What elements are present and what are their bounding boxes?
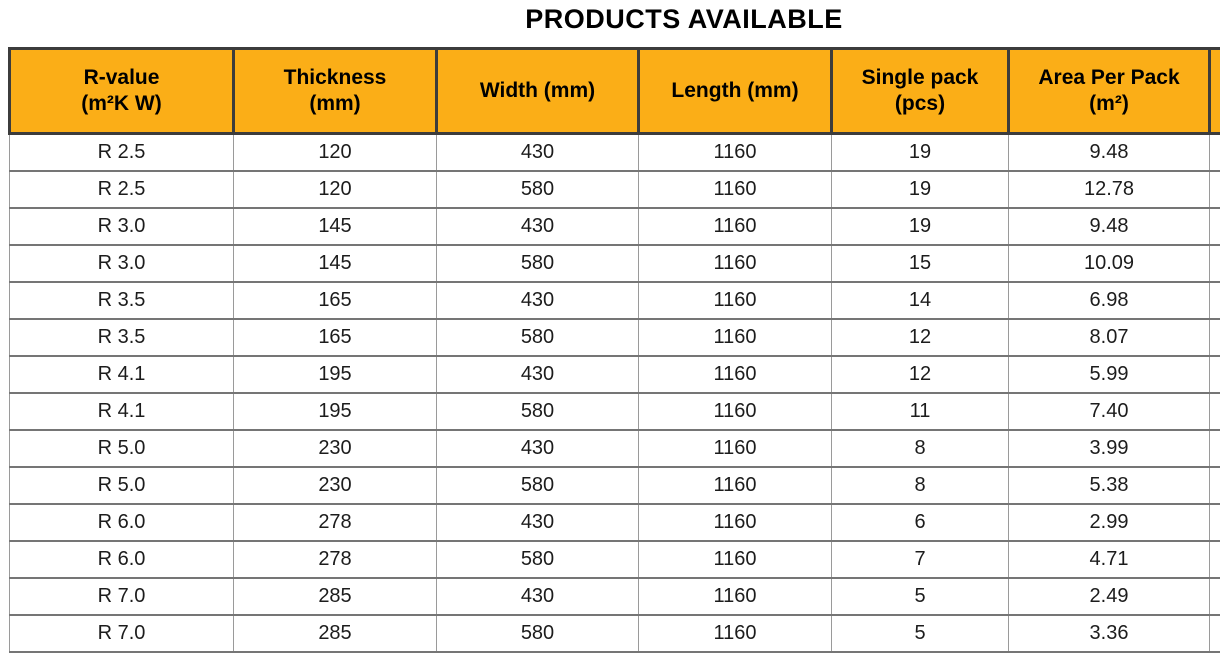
table-cell (1210, 208, 1220, 245)
table-cell: 580 (437, 393, 639, 430)
table-cell: 6 (832, 504, 1009, 541)
table-cell: 12.78 (1009, 171, 1210, 208)
table-cell: 145 (234, 245, 437, 282)
column-header: Single pack (pcs) (832, 49, 1009, 134)
table-cell: 580 (437, 541, 639, 578)
table-cell: 8 (832, 430, 1009, 467)
table-cell: R 5.0 (10, 430, 234, 467)
table-cell: R 3.0 (10, 245, 234, 282)
table-cell: 4.71 (1009, 541, 1210, 578)
table-cell (1210, 134, 1220, 172)
table-cell (1210, 171, 1220, 208)
products-table-container (8, 47, 1220, 653)
table-row (10, 319, 1220, 356)
table-cell: 8 (832, 467, 1009, 504)
table-cell: 2.49 (1009, 578, 1210, 615)
table-cell: 430 (437, 504, 639, 541)
table-cell (1210, 541, 1220, 578)
table-cell: 230 (234, 467, 437, 504)
table-cell: 195 (234, 393, 437, 430)
table-cell: 5.38 (1009, 467, 1210, 504)
table-cell: 1160 (639, 393, 832, 430)
table-cell: 430 (437, 578, 639, 615)
table-cell: 278 (234, 541, 437, 578)
table-cell: 580 (437, 319, 639, 356)
table-row (10, 578, 1220, 615)
table-cell: 430 (437, 208, 639, 245)
table-cell: 430 (437, 134, 639, 172)
table-cell: 1160 (639, 504, 832, 541)
table-cell: 1160 (639, 615, 832, 652)
table-row (10, 504, 1220, 541)
table-cell (1210, 393, 1220, 430)
table-cell: 7.40 (1009, 393, 1210, 430)
page-title: PRODUCTS AVAILABLE (525, 4, 843, 34)
table-cell: 2.99 (1009, 504, 1210, 541)
column-header: Width (mm) (437, 49, 639, 134)
table-cell: 430 (437, 356, 639, 393)
table-cell: 145 (234, 208, 437, 245)
table-cell: 19 (832, 134, 1009, 172)
column-header (1210, 49, 1220, 134)
table-cell: 120 (234, 134, 437, 172)
table-cell: 1160 (639, 356, 832, 393)
table-cell: 5 (832, 615, 1009, 652)
table-row (10, 467, 1220, 504)
table-cell: 278 (234, 504, 437, 541)
table-cell (1210, 615, 1220, 652)
table-row (10, 393, 1220, 430)
table-cell: 8.07 (1009, 319, 1210, 356)
table-cell (1210, 430, 1220, 467)
column-header: Thickness (mm) (234, 49, 437, 134)
table-cell: 6.98 (1009, 282, 1210, 319)
table-cell: R 3.0 (10, 208, 234, 245)
table-cell: 430 (437, 430, 639, 467)
table-cell: R 2.5 (10, 134, 234, 172)
table-cell: 15 (832, 245, 1009, 282)
table-row (10, 430, 1220, 467)
table-cell: 195 (234, 356, 437, 393)
table-cell: R 3.5 (10, 282, 234, 319)
table-cell: 580 (437, 171, 639, 208)
table-cell: 1160 (639, 541, 832, 578)
table-cell: 120 (234, 171, 437, 208)
table-cell: 430 (437, 282, 639, 319)
table-cell: 9.48 (1009, 208, 1210, 245)
table-cell: 1160 (639, 467, 832, 504)
table-cell: 1160 (639, 134, 832, 172)
header-row (10, 49, 1220, 134)
column-header: Length (mm) (639, 49, 832, 134)
table-cell: 14 (832, 282, 1009, 319)
table-cell: R 4.1 (10, 356, 234, 393)
table-cell: 1160 (639, 578, 832, 615)
table-cell: 7 (832, 541, 1009, 578)
column-header: R-value (m²K W) (10, 49, 234, 134)
table-cell: 5 (832, 578, 1009, 615)
table-body (10, 134, 1220, 653)
table-cell: 19 (832, 208, 1009, 245)
table-cell (1210, 245, 1220, 282)
table-row (10, 134, 1220, 172)
table-cell: 580 (437, 245, 639, 282)
table-row (10, 208, 1220, 245)
table-cell: 1160 (639, 430, 832, 467)
table-cell: 5.99 (1009, 356, 1210, 393)
table-cell: 1160 (639, 208, 832, 245)
products-table (8, 47, 1220, 653)
table-cell: R 3.5 (10, 319, 234, 356)
table-cell: 11 (832, 393, 1009, 430)
table-cell: 230 (234, 430, 437, 467)
table-cell: 12 (832, 319, 1009, 356)
table-cell: 285 (234, 615, 437, 652)
table-cell: 580 (437, 615, 639, 652)
table-cell: 1160 (639, 245, 832, 282)
table-cell: 3.36 (1009, 615, 1210, 652)
table-cell: 1160 (639, 282, 832, 319)
table-cell (1210, 356, 1220, 393)
table-cell: 9.48 (1009, 134, 1210, 172)
table-cell: R 5.0 (10, 467, 234, 504)
table-row (10, 282, 1220, 319)
table-cell: R 7.0 (10, 578, 234, 615)
table-cell: 19 (832, 171, 1009, 208)
table-cell: R 7.0 (10, 615, 234, 652)
table-cell (1210, 467, 1220, 504)
table-row (10, 171, 1220, 208)
table-cell (1210, 319, 1220, 356)
table-cell: R 4.1 (10, 393, 234, 430)
table-cell: 165 (234, 282, 437, 319)
table-cell: R 6.0 (10, 541, 234, 578)
table-cell (1210, 282, 1220, 319)
table-cell: 580 (437, 467, 639, 504)
table-row (10, 615, 1220, 652)
table-row (10, 245, 1220, 282)
table-cell: 10.09 (1009, 245, 1210, 282)
table-cell: R 6.0 (10, 504, 234, 541)
table-cell: 165 (234, 319, 437, 356)
table-cell (1210, 504, 1220, 541)
table-cell (1210, 578, 1220, 615)
table-cell: 285 (234, 578, 437, 615)
table-cell: 1160 (639, 171, 832, 208)
table-cell: 1160 (639, 319, 832, 356)
table-cell: R 2.5 (10, 171, 234, 208)
table-row (10, 541, 1220, 578)
table-cell: 12 (832, 356, 1009, 393)
column-header: Area Per Pack (m²) (1009, 49, 1210, 134)
table-row (10, 356, 1220, 393)
table-cell: 3.99 (1009, 430, 1210, 467)
